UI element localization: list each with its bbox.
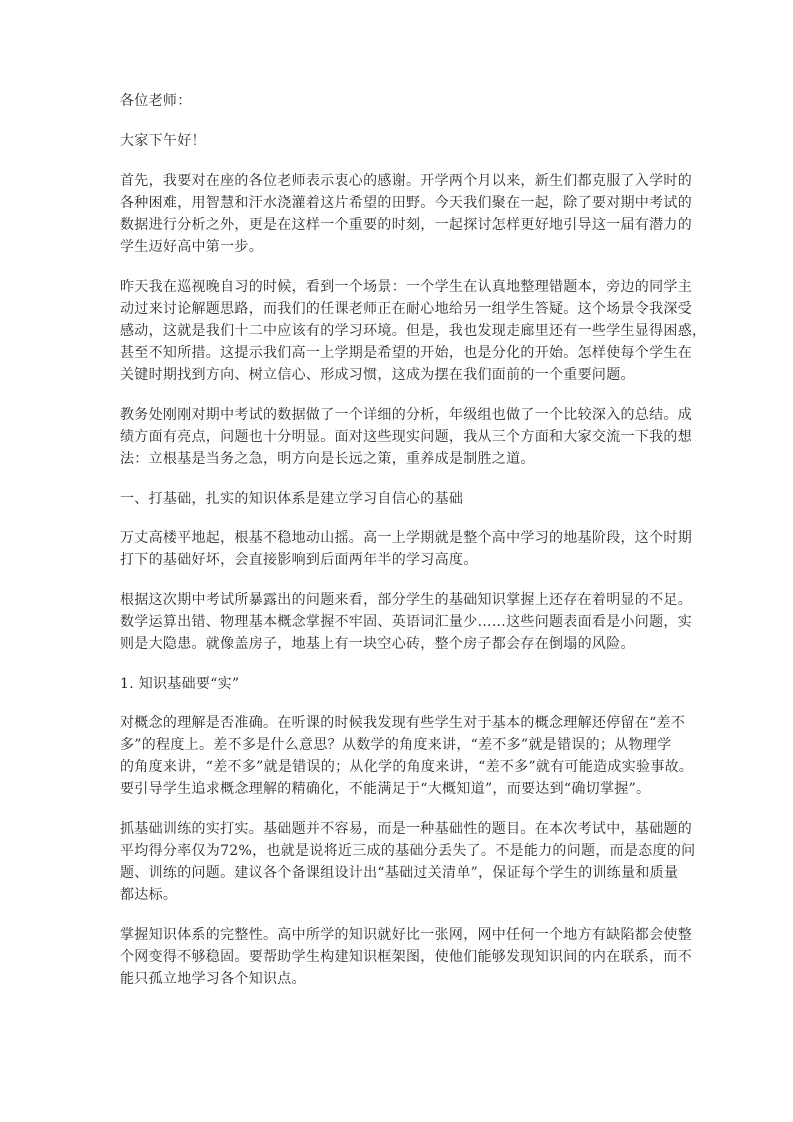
paragraph-line: 的角度来讲，“差不多”就是错误的；从化学的角度来讲，“差不多”就有可能造成实验事故。 [120,759,694,775]
paragraph-line: 动过来讨论解题思路，而我们的任课老师正在耐心地给另一组学生答疑。这个场景令我深受 [120,301,692,317]
paragraph-line: 感动，这就是我们十二中应该有的学习环境。但是，我也发现走廊里还有一些学生显得困惑， [120,323,707,339]
intro-paragraph-3 [120,404,692,470]
paragraph-line: 万丈高楼平地起，根基不稳地动山摇。高一上学期就是整个高中学习的地基阶段，这个时期 [120,530,692,546]
subsection1-paragraph-1 [120,712,694,800]
paragraph-line: 对概念的理解是否准确。在听课的时候我发现有些学生对于基本的概念理解还停留在“差不 [120,715,686,731]
greeting [120,130,676,152]
paragraph-line: 打下的基础好坏，会直接影响到后面两年半的学习高度。 [120,552,478,568]
paragraph-line: 个网变得不够稳固。要帮助学生构建知识框架图，使他们能够发现知识间的内在联系，而不 [120,949,692,965]
paragraph-line: 关键时期找到方向、树立信心、形成习惯，这成为摆在我们面前的一个重要问题。 [120,367,635,383]
salutation [120,90,676,112]
paragraph-line: 教务处刚刚对期中考试的数据做了一个详细的分析，年级组也做了一个比较深入的总结。成 [120,407,692,423]
paragraph-line: 抓基础训练的实打实。基础题并不容易，而是一种基础性的题目。在本次考试中，基础题的 [120,821,692,837]
paragraph-line: 数学运算出错、物理基本概念掌握不牢固、英语词汇量少……这些问题表面看是小问题，实 [120,614,692,630]
section1-paragraph-2 [120,589,692,655]
paragraph-line: 能只孤立地学习各个知识点。 [120,971,306,987]
paragraph-line: 都达标。 [120,887,178,903]
paragraph-line: 多”的程度上。差不多是什么意思？从数学的角度来讲，“差不多”就是错误的；从物理学 [120,737,672,753]
paragraph-line: 题、训练的问题。建议各个备课组设计出“基础过关清单”，保证每个学生的训练量和质量 [120,865,679,881]
section1-paragraph-1 [120,527,692,571]
paragraph-line: 昨天我在巡视晚自习的时候，看到一个场景：一个学生在认真地整理错题本，旁边的同学主 [120,279,692,295]
paragraph-line: 平均得分率仅为72%，也就是说将近三成的基础分丢失了。不是能力的问题，而是态度的问 [120,843,696,859]
intro-paragraph-1 [120,170,692,258]
salutation-text: 各位老师： [120,93,192,109]
paragraph-line: 学生迈好高中第一步。 [120,239,263,255]
intro-paragraph-2 [120,276,707,386]
paragraph-line: 掌握知识体系的完整性。高中所学的知识就好比一张网，网中任何一个地方有缺陷都会使整 [120,927,692,943]
paragraph-line: 法：立根基是当务之急，明方向是长远之策，重养成是制胜之道。 [120,451,535,467]
paragraph-line: 甚至不知所措。这提示我们高一上学期是希望的开始，也是分化的开始。怎样使每个学生在 [120,345,692,361]
greeting-text: 大家下午好！ [120,133,206,149]
subsection-heading-1: 1. 知识基础要“实” [120,676,240,692]
paragraph-line: 各种困难，用智慧和汗水浇灌着这片希望的田野。今天我们聚在一起，除了要对期中考试的 [120,195,692,211]
section-heading-1: 一、打基础，扎实的知识体系是建立学习自信心的基础 [120,491,464,507]
subsection1-paragraph-2 [120,818,696,906]
paragraph-line: 首先，我要对在座的各位老师表示衷心的感谢。开学两个月以来，新生们都克服了入学时的 [120,173,692,189]
paragraph-line: 绩方面有亮点，问题也十分明显。面对这些现实问题，我从三个方面和大家交流一下我的想 [120,429,692,445]
paragraph-line: 根据这次期中考试所暴露出的问题来看，部分学生的基础知识掌握上还存在着明显的不足。 [120,592,692,608]
paragraph-line: 数据进行分析之外，更是在这样一个重要的时刻，一起探讨怎样更好地引导这一届有潜力的 [120,217,692,233]
document-body [120,90,707,1008]
paragraph-line: 则是大隐患。就像盖房子，地基上有一块空心砖，整个房子都会存在倒塌的风险。 [120,636,635,652]
subsection1-paragraph-3 [120,924,692,990]
paragraph-line: 要引导学生追求概念理解的精确化，不能满足于“大概知道”，而要达到“确切掌握”。 [120,781,651,797]
